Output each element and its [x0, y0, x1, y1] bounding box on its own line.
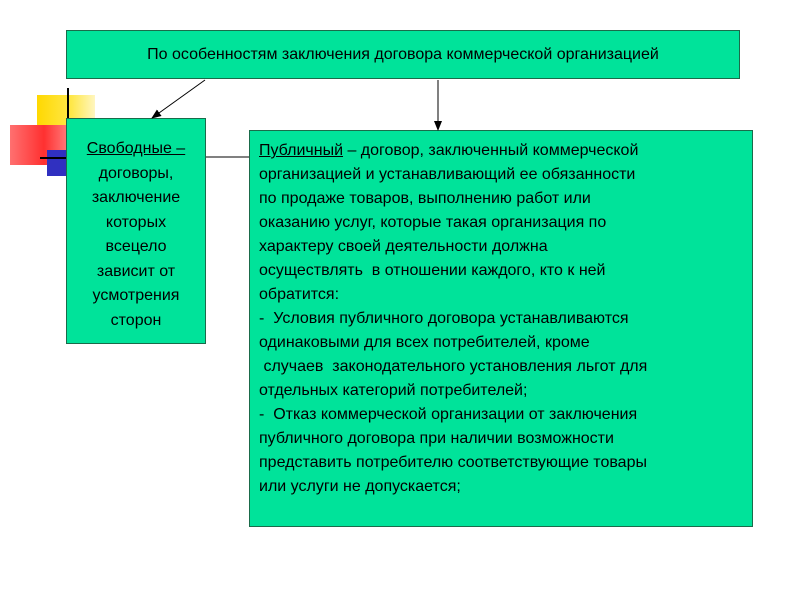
free-contracts-line: договоры,	[98, 164, 174, 182]
public-contract-bullet-line: - Отказ коммерческой организации от заключения	[259, 406, 638, 423]
free-contracts-line: сторон	[110, 311, 162, 329]
public-contract-line: случаев законодательного установления льгот для	[259, 358, 648, 375]
free-contracts-line: которых	[105, 213, 167, 231]
free-contracts-line: зависит от	[96, 262, 176, 280]
arrow-to-free-contracts	[152, 80, 205, 118]
free-contracts-line: усмотрения	[92, 287, 180, 304]
public-contract-line: или услуги не допускается;	[259, 478, 461, 495]
free-contracts-term: Свободные –	[86, 140, 186, 157]
public-contract-definition-start: – договор, заключенный коммерческой	[343, 142, 639, 159]
public-contract-line: осуществлять в отношении каждого, кто к ней	[259, 262, 606, 279]
public-contract-term: Публичный	[259, 142, 344, 159]
public-contract-line: характеру своей деятельности должна	[259, 238, 548, 255]
public-contract-line: публичного договора при наличии возможности	[259, 430, 614, 447]
free-contracts-line: всецело	[105, 238, 167, 255]
public-contract-line: по продаже товаров, выполнению работ или	[259, 190, 591, 207]
public-contract-line: представить потребителю соответствующие товары	[259, 454, 647, 471]
public-contract-line: отдельных категорий потребителей;	[259, 382, 528, 399]
title-text: По особенностям заключения договора коммерческой организацией	[147, 45, 659, 63]
public-contract-bullet-line: - Условия публичного договора устанавливаются	[259, 310, 629, 327]
free-contracts-box	[66, 118, 206, 344]
public-contract-line: организацией и устанавливающий ее обязанности	[259, 166, 636, 183]
title-box	[66, 30, 740, 79]
connector-line	[205, 156, 250, 158]
public-contract-line: оказанию услуг, которые такая организация по	[259, 214, 607, 231]
free-contracts-line: заключение	[91, 189, 181, 206]
public-contract-line: обратится:	[259, 286, 340, 303]
public-contract-first-line	[259, 139, 746, 163]
public-contract-line: одинаковыми для всех потребителей, кроме	[259, 334, 590, 351]
public-contract-box	[249, 130, 753, 527]
